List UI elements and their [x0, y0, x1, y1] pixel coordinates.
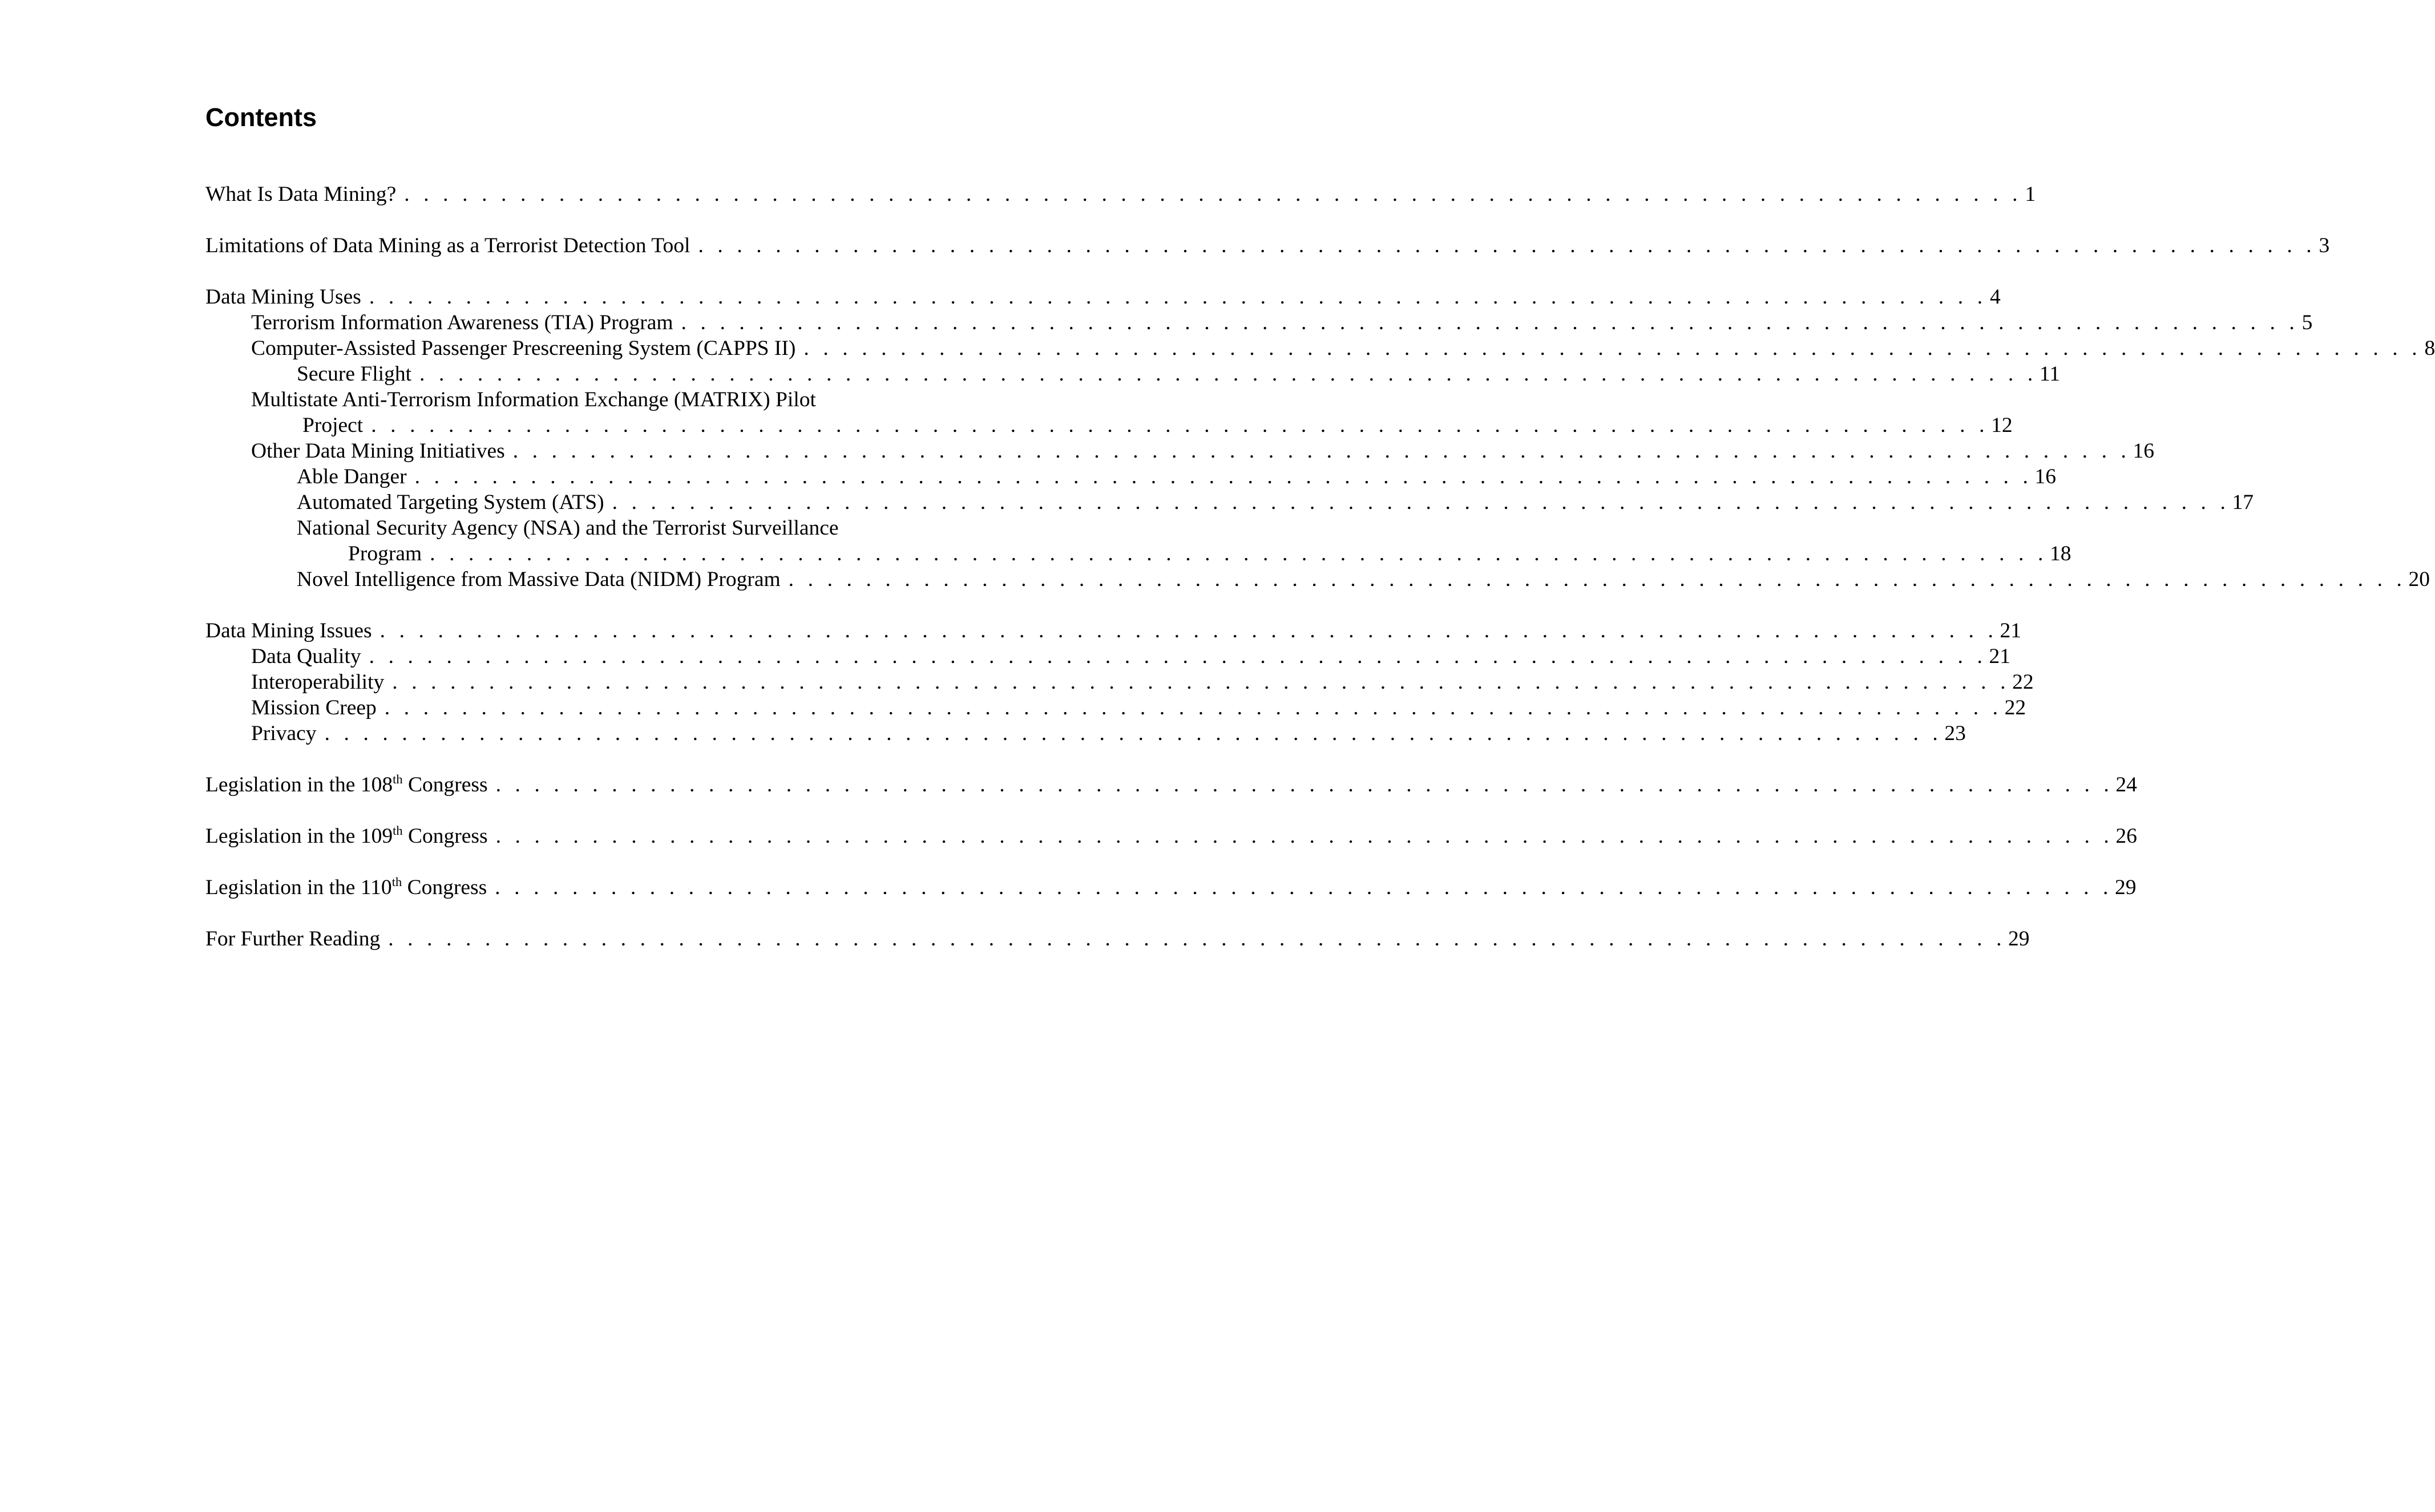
toc-entry-title-before: Legislation in the 109	[205, 824, 393, 848]
table-of-contents	[205, 181, 2435, 952]
toc-entry-continuation: Program	[348, 541, 430, 567]
toc-entry-title: Able Danger	[297, 464, 415, 490]
toc-entry-ats[interactable]	[205, 490, 2254, 515]
toc-entry-title: Computer-Assisted Passenger Prescreening System (CAPPS II)	[251, 335, 803, 361]
toc-page-number: 16	[2133, 439, 2155, 463]
dot-leader: . . . . . . . . . . . . . . . . . . . . . . . . . . . . . . . . . . . . . . . . . . . . . . . . . . . . . . . . . . . . . . . . . . . . . . . . . . . . . . . . . . . .	[371, 414, 1989, 437]
dot-leader: . . . . . . . . . . . . . . . . . . . . . . . . . . . . . . . . . . . . . . . . . . . . . . . . . . . . . . . . . . . . . . . . . . . . . . . . . . . . . . . . . . . .	[430, 542, 2048, 565]
toc-entry-title-after: Congress	[402, 876, 487, 899]
toc-entry-limitations[interactable]	[205, 233, 2330, 258]
toc-entry-title: Novel Intelligence from Massive Data (NIDM) Program	[297, 567, 789, 592]
toc-page-number: 18	[2049, 542, 2071, 565]
toc-page-number: 1	[2025, 183, 2036, 206]
toc-entry-title: Terrorism Information Awareness (TIA) Program	[251, 310, 681, 335]
toc-entry-privacy[interactable]	[205, 721, 1966, 746]
dot-leader: . . . . . . . . . . . . . . . . . . . . . . . . . . . . . . . . . . . . . . . . . . . . . . . . . . . . . . . . . . . . . . . . . . . . . . . . . . . . . . . . . . . .	[495, 773, 2114, 797]
toc-entry-title: What Is Data Mining?	[205, 181, 404, 207]
toc-entry-title-before: Legislation in the 108	[205, 773, 393, 797]
toc-entry-nidm-program[interactable]	[205, 567, 2430, 592]
toc-entry-secure-flight[interactable]	[205, 361, 2060, 387]
toc-entry-continuation: Project	[302, 413, 371, 438]
dot-leader: . . . . . . . . . . . . . . . . . . . . . . . . . . . . . . . . . . . . . . . . . . . . . . . . . . . . . . . . . . . . . . . . . . . . . . . . . . . . . . . . . . . .	[495, 876, 2113, 899]
toc-entry-title: For Further Reading	[205, 926, 388, 952]
toc-entry-title: Data Mining Uses	[205, 284, 369, 310]
dot-leader: . . . . . . . . . . . . . . . . . . . . . . . . . . . . . . . . . . . . . . . . . . . . . . . . . . . . . . . . . . . . . . . . . . . . . . . . . . . . . . . . . . . .	[384, 696, 2002, 719]
dot-leader: . . . . . . . . . . . . . . . . . . . . . . . . . . . . . . . . . . . . . . . . . . . . . . . . . . . . . . . . . . . . . . . . . . . . . . . . . . . . . . . . . . . .	[414, 465, 2033, 488]
dot-leader: . . . . . . . . . . . . . . . . . . . . . . . . . . . . . . . . . . . . . . . . . . . . . . . . . . . . . . . . . . . . . . . . . . . . . . . . . . . . . . . . . . . .	[388, 927, 2006, 951]
toc-entry-title: Other Data Mining Initiatives	[251, 438, 513, 464]
toc-entry-title: Data Quality	[251, 644, 369, 669]
toc-page-number: 21	[1989, 645, 2010, 668]
toc-entry-title: Privacy	[251, 721, 325, 746]
toc-page-number: 21	[2000, 619, 2021, 642]
toc-entry-data-mining-uses[interactable]	[205, 284, 2001, 310]
toc-page-number: 8	[2424, 337, 2435, 360]
toc-page-number: 11	[2039, 362, 2060, 386]
toc-entry-title: Limitations of Data Mining as a Terrorist Detection Tool	[205, 233, 698, 258]
dot-leader: . . . . . . . . . . . . . . . . . . . . . . . . . . . . . . . . . . . . . . . . . . . . . . . . . . . . . . . . . . . . . . . . . . . . . . . . . . . . . . . . . . . .	[404, 183, 2022, 206]
toc-page-number: 5	[2301, 311, 2313, 334]
dot-leader: . . . . . . . . . . . . . . . . . . . . . . . . . . . . . . . . . . . . . . . . . . . . . . . . . . . . . . . . . . . . . . . . . . . . . . . . . . . . . . . . . . . .	[681, 311, 2299, 334]
toc-entry-legislation-110[interactable]	[205, 875, 2137, 900]
ordinal-suffix: th	[391, 875, 402, 889]
toc-page-number: 12	[1991, 414, 2013, 437]
toc-page-number: 4	[1989, 285, 2001, 309]
toc-entry-matrix-pilot-line2[interactable]	[205, 413, 2013, 438]
dot-leader: . . . . . . . . . . . . . . . . . . . . . . . . . . . . . . . . . . . . . . . . . . . . . . . . . . . . . . . . . . . . . . . . . . . . . . . . . . . . . . . . . . . .	[369, 645, 1987, 668]
toc-entry-data-mining-issues[interactable]	[205, 618, 2021, 644]
dot-leader: . . . . . . . . . . . . . . . . . . . . . . . . . . . . . . . . . . . . . . . . . . . . . . . . . . . . . . . . . . . . . . . . . . . . . . . . . . . . . . . . . . . .	[369, 285, 1987, 309]
toc-entry-title: Data Mining Issues	[205, 618, 380, 644]
toc-entry-tia-program[interactable]	[205, 310, 2313, 335]
dot-leader: . . . . . . . . . . . . . . . . . . . . . . . . . . . . . . . . . . . . . . . . . . . . . . . . . . . . . . . . . . . . . . . . . . . . . . . . . . . . . . . . . . . .	[803, 337, 2422, 360]
dot-leader: . . . . . . . . . . . . . . . . . . . . . . . . . . . . . . . . . . . . . . . . . . . . . . . . . . . . . . . . . . . . . . . . . . . . . . . . . . . . . . . . . . . .	[379, 619, 1998, 642]
toc-entry-title	[205, 772, 496, 798]
toc-entry-title-after: Congress	[402, 773, 488, 797]
toc-entry-title: National Security Agency (NSA) and the Terrorist Surveillance	[297, 516, 839, 540]
toc-page-number: 22	[2012, 670, 2034, 694]
ordinal-suffix: th	[393, 823, 403, 838]
toc-page-number: 17	[2232, 491, 2254, 514]
toc-page-number: 23	[1944, 722, 1966, 745]
toc-page-number: 29	[2008, 927, 2030, 951]
toc-entry-legislation-108[interactable]	[205, 772, 2137, 798]
toc-entry-mission-creep[interactable]	[205, 695, 2026, 721]
toc-page-number: 29	[2115, 876, 2137, 899]
toc-page-number: 24	[2115, 773, 2137, 797]
toc-entry-legislation-109[interactable]	[205, 823, 2137, 849]
ordinal-suffix: th	[393, 772, 403, 786]
toc-entry-able-danger[interactable]	[205, 464, 2056, 490]
toc-page-number: 16	[2034, 465, 2056, 488]
toc-page-number: 22	[2004, 696, 2026, 719]
toc-entry-title: Interoperability	[251, 669, 392, 695]
dot-leader: . . . . . . . . . . . . . . . . . . . . . . . . . . . . . . . . . . . . . . . . . . . . . . . . . . . . . . . . . . . . . . . . . . . . . . . . . . . . . . . . . . . .	[495, 824, 2114, 848]
toc-page-number: 3	[2319, 234, 2330, 257]
toc-entry-title: Multistate Anti-Terrorism Information Exchange (MATRIX) Pilot	[251, 388, 816, 411]
toc-entry-title: Secure Flight	[297, 361, 419, 387]
toc-entry-matrix-pilot-line1[interactable]	[205, 387, 958, 413]
dot-leader: . . . . . . . . . . . . . . . . . . . . . . . . . . . . . . . . . . . . . . . . . . . . . . . . . . . . . . . . . . . . . . . . . . . . . . . . . . . . . . . . . . . .	[612, 491, 2230, 514]
toc-entry-further-reading[interactable]	[205, 926, 2030, 952]
dot-leader: . . . . . . . . . . . . . . . . . . . . . . . . . . . . . . . . . . . . . . . . . . . . . . . . . . . . . . . . . . . . . . . . . . . . . . . . . . . . . . . . . . . .	[788, 568, 2406, 591]
page-title: Contents	[205, 103, 317, 132]
dot-leader: . . . . . . . . . . . . . . . . . . . . . . . . . . . . . . . . . . . . . . . . . . . . . . . . . . . . . . . . . . . . . . . . . . . . . . . . . . . . . . . . . . . .	[698, 234, 2316, 257]
toc-entry-title	[205, 875, 495, 900]
toc-entry-data-quality[interactable]	[205, 644, 2010, 669]
toc-entry-what-is-data-mining[interactable]	[205, 181, 2036, 207]
toc-entry-nsa-line1[interactable]	[205, 515, 958, 541]
toc-entry-nsa-line2[interactable]	[205, 541, 2071, 567]
toc-entry-title	[205, 823, 496, 849]
toc-entry-interoperability[interactable]	[205, 669, 2034, 695]
toc-entry-title-after: Congress	[402, 824, 488, 848]
toc-entry-other-initiatives[interactable]	[205, 438, 2155, 464]
dot-leader: . . . . . . . . . . . . . . . . . . . . . . . . . . . . . . . . . . . . . . . . . . . . . . . . . . . . . . . . . . . . . . . . . . . . . . . . . . . . . . . . . . . .	[392, 670, 2010, 694]
dot-leader: . . . . . . . . . . . . . . . . . . . . . . . . . . . . . . . . . . . . . . . . . . . . . . . . . . . . . . . . . . . . . . . . . . . . . . . . . . . . . . . . . . . .	[324, 722, 1943, 745]
toc-page-number: 26	[2115, 824, 2137, 848]
dot-leader: . . . . . . . . . . . . . . . . . . . . . . . . . . . . . . . . . . . . . . . . . . . . . . . . . . . . . . . . . . . . . . . . . . . . . . . . . . . . . . . . . . . .	[419, 362, 2037, 386]
toc-entry-title: Automated Targeting System (ATS)	[297, 490, 612, 515]
dot-leader: . . . . . . . . . . . . . . . . . . . . . . . . . . . . . . . . . . . . . . . . . . . . . . . . . . . . . . . . . . . . . . . . . . . . . . . . . . . . . . . . . . . .	[512, 439, 2131, 463]
toc-page-number: 20	[2408, 568, 2430, 591]
toc-entry-title: Mission Creep	[251, 695, 385, 721]
toc-entry-title-before: Legislation in the 110	[205, 876, 392, 899]
toc-entry-capps-ii[interactable]	[205, 335, 2435, 361]
